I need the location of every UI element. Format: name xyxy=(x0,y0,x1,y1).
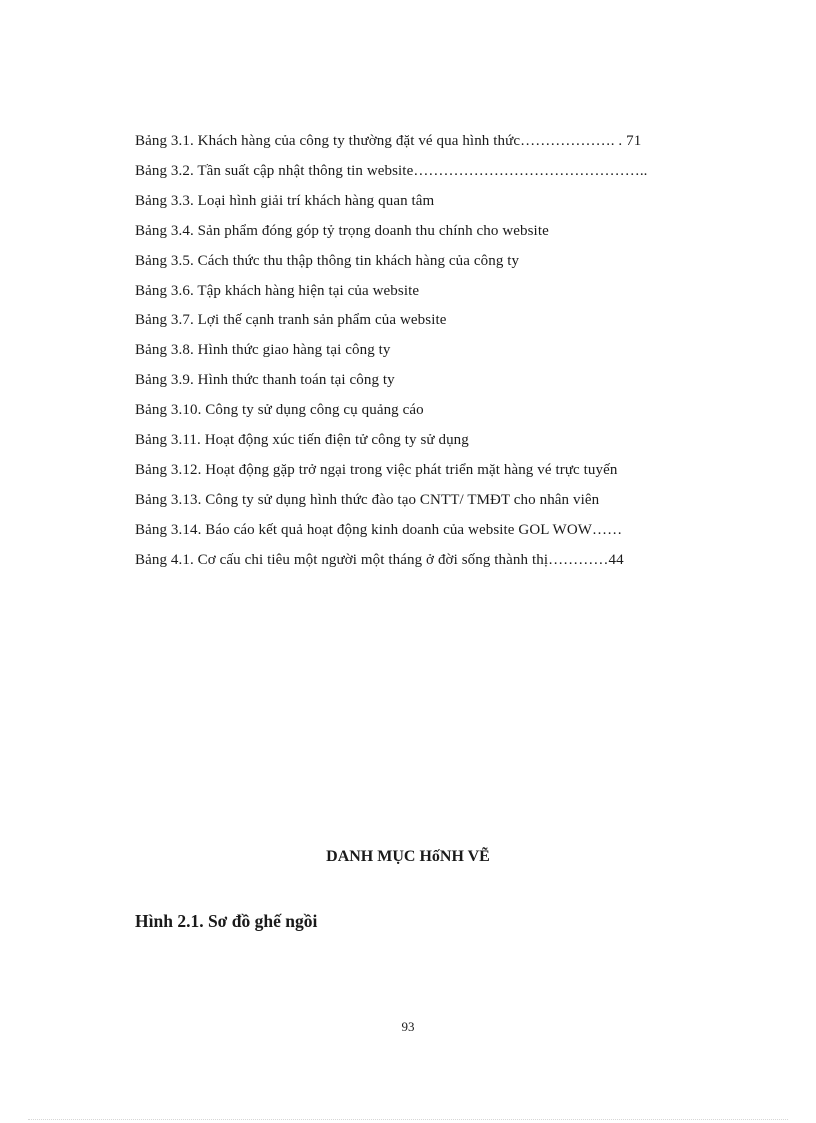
page-bottom-divider xyxy=(28,1119,788,1120)
table-list-item: Bảng 3.7. Lợi thế cạnh tranh sản phẩm của website xyxy=(135,312,447,329)
table-list-item: Bảng 3.5. Cách thức thu thập thông tin khách hàng của công ty xyxy=(135,252,520,269)
figure-list-heading: DANH MỤC HốNH VẼ xyxy=(326,848,490,865)
table-list-item: Bảng 3.12. Hoạt động gặp trở ngại trong việc phát triển mặt hàng vé trực tuyến xyxy=(135,461,618,478)
table-list-item: Bảng 3.14. Báo cáo kết quả hoạt động kinh doanh của website GOL WOW…… xyxy=(135,521,623,538)
table-list-item: Bảng 3.6. Tập khách hàng hiện tại của website xyxy=(135,282,420,299)
table-list-item: Bảng 3.1. Khách hàng của công ty thường đặt vé qua hình thức………………. . 71 xyxy=(135,133,642,149)
table-list-item: Bảng 3.8. Hình thức giao hàng tại công ty xyxy=(135,342,391,359)
table-list-item: Bảng 3.9. Hình thức thanh toán tại công ty xyxy=(135,372,395,389)
figure-list-item: Hình 2.1. Sơ đồ ghế ngồi xyxy=(135,911,318,931)
table-list-item: Bảng 3.4. Sản phẩm đóng góp tỷ trọng doanh thu chính cho website xyxy=(135,222,549,239)
table-list-item: Bảng 3.11. Hoạt động xúc tiến điện tử công ty sử dụng xyxy=(135,432,469,449)
table-list xyxy=(135,127,725,576)
table-list-item: Bảng 3.13. Công ty sử dụng hình thức đào tạo CNTT/ TMĐT cho nhân viên xyxy=(135,491,600,508)
table-list-item: Bảng 3.3. Loại hình giải trí khách hàng quan tâm xyxy=(135,192,435,209)
table-list-item: Bảng 3.2. Tần suất cập nhật thông tin website……………………………………….. xyxy=(135,162,648,179)
table-list-item: Bảng 3.10. Công ty sử dụng công cụ quảng cáo xyxy=(135,402,424,419)
page-number: 93 xyxy=(401,1019,415,1034)
table-list-item: Bảng 4.1. Cơ cấu chi tiêu một người một tháng ở đời sống thành thị…………44 xyxy=(135,551,624,568)
